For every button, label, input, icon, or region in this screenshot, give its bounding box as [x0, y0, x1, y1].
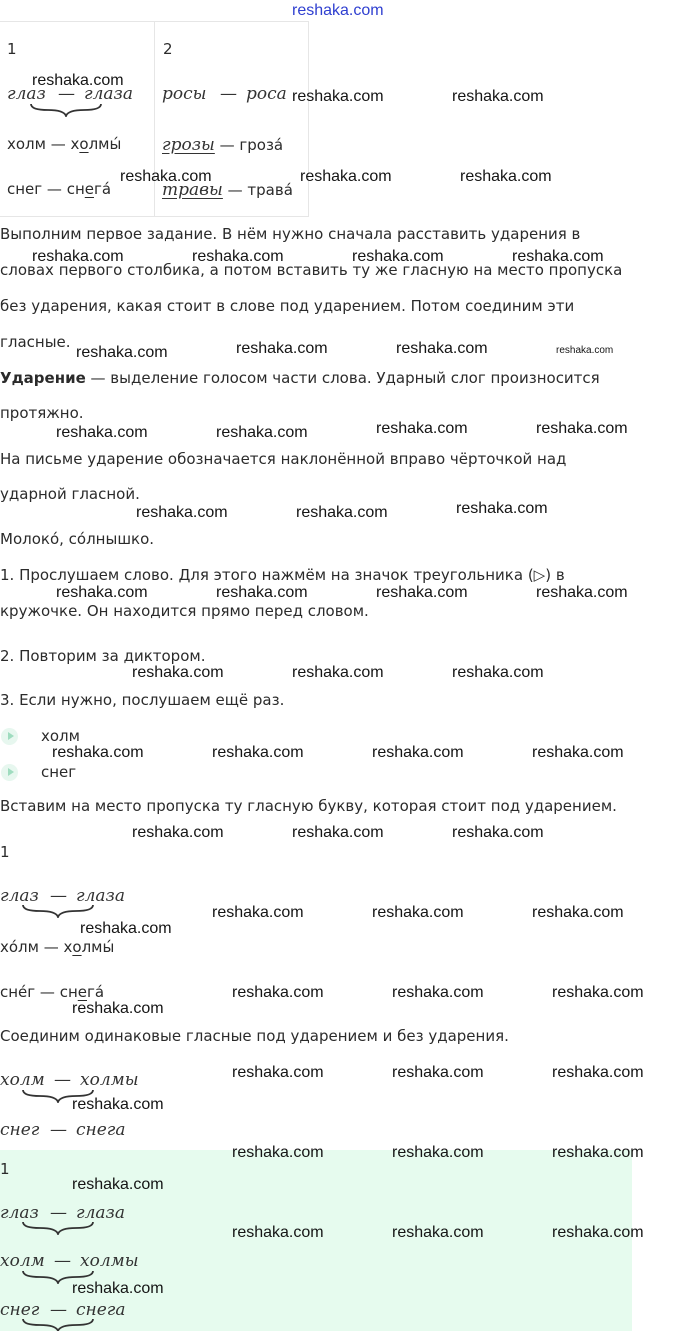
watermark: reshaka.com	[376, 420, 468, 437]
definition-line1: Ударение — выделение голосом части слова. Ударный слог произносится	[0, 369, 600, 387]
watermark: reshaka.com	[536, 584, 628, 601]
brace-icon	[22, 1221, 94, 1235]
watermark-small: reshaka.com	[556, 345, 614, 356]
connect-instruction: Соединим одинаковые гласные под ударением и без ударения.	[0, 1027, 509, 1045]
watermark: reshaka.com	[452, 664, 544, 681]
watermark: reshaka.com	[292, 664, 384, 681]
col1-row3: снег — снега́	[7, 180, 112, 198]
watermark: reshaka.com	[72, 1000, 164, 1017]
watermark: reshaka.com	[292, 88, 384, 105]
watermark: reshaka.com	[132, 824, 224, 841]
col1-row2: холм — холмы́	[7, 135, 122, 153]
watermark: reshaka.com	[192, 248, 284, 265]
watermark: reshaka.com	[396, 340, 488, 357]
answer-row1-dash: —	[50, 886, 67, 906]
insert-instruction: Вставим на место пропуска ту гласную букву, которая стоит под ударением.	[0, 797, 617, 815]
watermark: reshaka.com	[552, 1224, 644, 1241]
play-icon[interactable]	[1, 764, 18, 781]
connect-row2-word-b: снега	[76, 1120, 126, 1140]
watermark: reshaka.com	[392, 984, 484, 1001]
final-row3-dash: —	[50, 1300, 67, 1320]
final-row3-word-a: снег	[0, 1300, 40, 1320]
definition-line2: протяжно.	[0, 404, 84, 422]
watermark: reshaka.com	[52, 744, 144, 761]
watermark: reshaka.com	[392, 1144, 484, 1161]
connect-row2-dash: —	[50, 1120, 67, 1140]
example-words: Молоко́, со́лнышко.	[0, 530, 155, 548]
watermark: reshaka.com	[72, 1176, 164, 1193]
watermark: reshaka.com	[72, 1096, 164, 1113]
watermark: reshaka.com	[536, 420, 628, 437]
col1-header: 1	[7, 40, 17, 58]
watermark: reshaka.com	[372, 904, 464, 921]
watermark: reshaka.com	[32, 248, 124, 265]
final-row1-word-b: глаза	[76, 1203, 125, 1223]
connect-row2-word-a: снег	[0, 1120, 40, 1140]
connect-row1-dash: —	[54, 1070, 71, 1090]
watermark: reshaka.com	[216, 424, 308, 441]
watermark: reshaka.com	[352, 248, 444, 265]
brace-icon	[22, 904, 94, 918]
col2-row1-word-a: росы	[162, 84, 207, 104]
audio-word-holm: холм	[41, 727, 80, 745]
watermark: reshaka.com	[552, 1064, 644, 1081]
col1-row1-word-b: глаза	[84, 84, 133, 104]
col2-row3: травы — трава́	[162, 180, 293, 200]
watermark: reshaka.com	[212, 744, 304, 761]
watermark: reshaka.com	[512, 248, 604, 265]
final-row2-dash: —	[54, 1251, 71, 1271]
watermark: reshaka.com	[56, 424, 148, 441]
watermark: reshaka.com	[132, 664, 224, 681]
answer-number: 1	[0, 843, 10, 861]
watermark: reshaka.com	[76, 344, 168, 361]
audio-word-sneg: снег	[41, 763, 77, 781]
watermark: reshaka.com	[136, 504, 228, 521]
note-line1: На письме ударение обозначается наклонённой вправо чёрточкой над	[0, 450, 567, 468]
note-line2: ударной гласной.	[0, 485, 140, 503]
watermark: reshaka.com	[392, 1224, 484, 1241]
watermark: reshaka.com	[452, 88, 544, 105]
final-row2-word-a: холм	[0, 1251, 45, 1271]
watermark: reshaka.com	[56, 584, 148, 601]
answer-row1-word-a: глаз	[0, 886, 39, 906]
connect-row1-word-b: холмы	[80, 1070, 139, 1090]
final-row1-word-a: глаз	[0, 1203, 39, 1223]
watermark: reshaka.com	[216, 584, 308, 601]
watermark: reshaka.com	[232, 1224, 324, 1241]
col1-row1-dash: —	[58, 84, 75, 104]
para1-line4: гласные.	[0, 333, 71, 351]
col2-row1-word-b: роса	[246, 84, 287, 104]
watermark: reshaka.com	[292, 824, 384, 841]
step1-line1: 1. Прослушаем слово. Для этого нажмём на значок треугольника (▷) в	[0, 566, 565, 584]
play-icon[interactable]	[1, 728, 18, 745]
connect-row1-word-a: холм	[0, 1070, 45, 1090]
watermark: reshaka.com	[372, 744, 464, 761]
watermark: reshaka.com	[452, 824, 544, 841]
watermark: reshaka.com	[552, 1144, 644, 1161]
watermark: reshaka.com	[80, 920, 172, 937]
answer-row3: сне́г — снега́	[0, 983, 105, 1001]
watermark: reshaka.com	[296, 504, 388, 521]
watermark: reshaka.com	[212, 904, 304, 921]
watermark: reshaka.com	[232, 1144, 324, 1161]
watermark: reshaka.com	[232, 1064, 324, 1081]
para1-line2: словах первого столбика, а потом вставить ту же гласную на место пропуска	[0, 261, 623, 279]
watermark: reshaka.com	[236, 340, 328, 357]
watermark: reshaka.com	[376, 584, 468, 601]
brace-icon	[22, 1318, 94, 1331]
watermark: reshaka.com	[392, 1064, 484, 1081]
final-row3-word-b: снега	[76, 1300, 126, 1320]
answer-row2: хо́лм — холмы́	[0, 938, 115, 956]
col2-header: 2	[163, 40, 173, 58]
watermark: reshaka.com	[532, 744, 624, 761]
col2-row2: грозы — гроза́	[162, 135, 284, 155]
para1-line3: без ударения, какая стоит в слове под ударением. Потом соединим эти	[0, 297, 575, 315]
step2: 2. Повторим за диктором.	[0, 647, 206, 665]
final-row1-dash: —	[50, 1203, 67, 1223]
watermark: reshaka.com	[120, 168, 212, 185]
step3: 3. Если нужно, послушаем ещё раз.	[0, 691, 285, 709]
watermark: reshaka.com	[72, 1280, 164, 1297]
answer-row1-word-b: глаза	[76, 886, 125, 906]
watermark: reshaka.com	[300, 168, 392, 185]
col1-row1-word-a: глаз	[7, 84, 46, 104]
final-number: 1	[0, 1160, 10, 1178]
final-row2-word-b: холмы	[80, 1251, 139, 1271]
watermark: reshaka.com	[532, 904, 624, 921]
watermark-top: reshaka.com	[292, 2, 384, 19]
watermark: reshaka.com	[460, 168, 552, 185]
watermark: reshaka.com	[552, 984, 644, 1001]
step1-line2: кружочке. Он находится прямо перед словом.	[0, 602, 369, 620]
watermark: reshaka.com	[232, 984, 324, 1001]
definition-term: Ударение	[0, 369, 86, 387]
para1-line1: Выполним первое задание. В нём нужно сначала расставить ударения в	[0, 225, 581, 243]
watermark: reshaka.com	[456, 500, 548, 517]
watermark: reshaka.com	[32, 72, 124, 89]
brace-icon	[30, 103, 102, 117]
col2-row1-dash: —	[220, 84, 237, 104]
